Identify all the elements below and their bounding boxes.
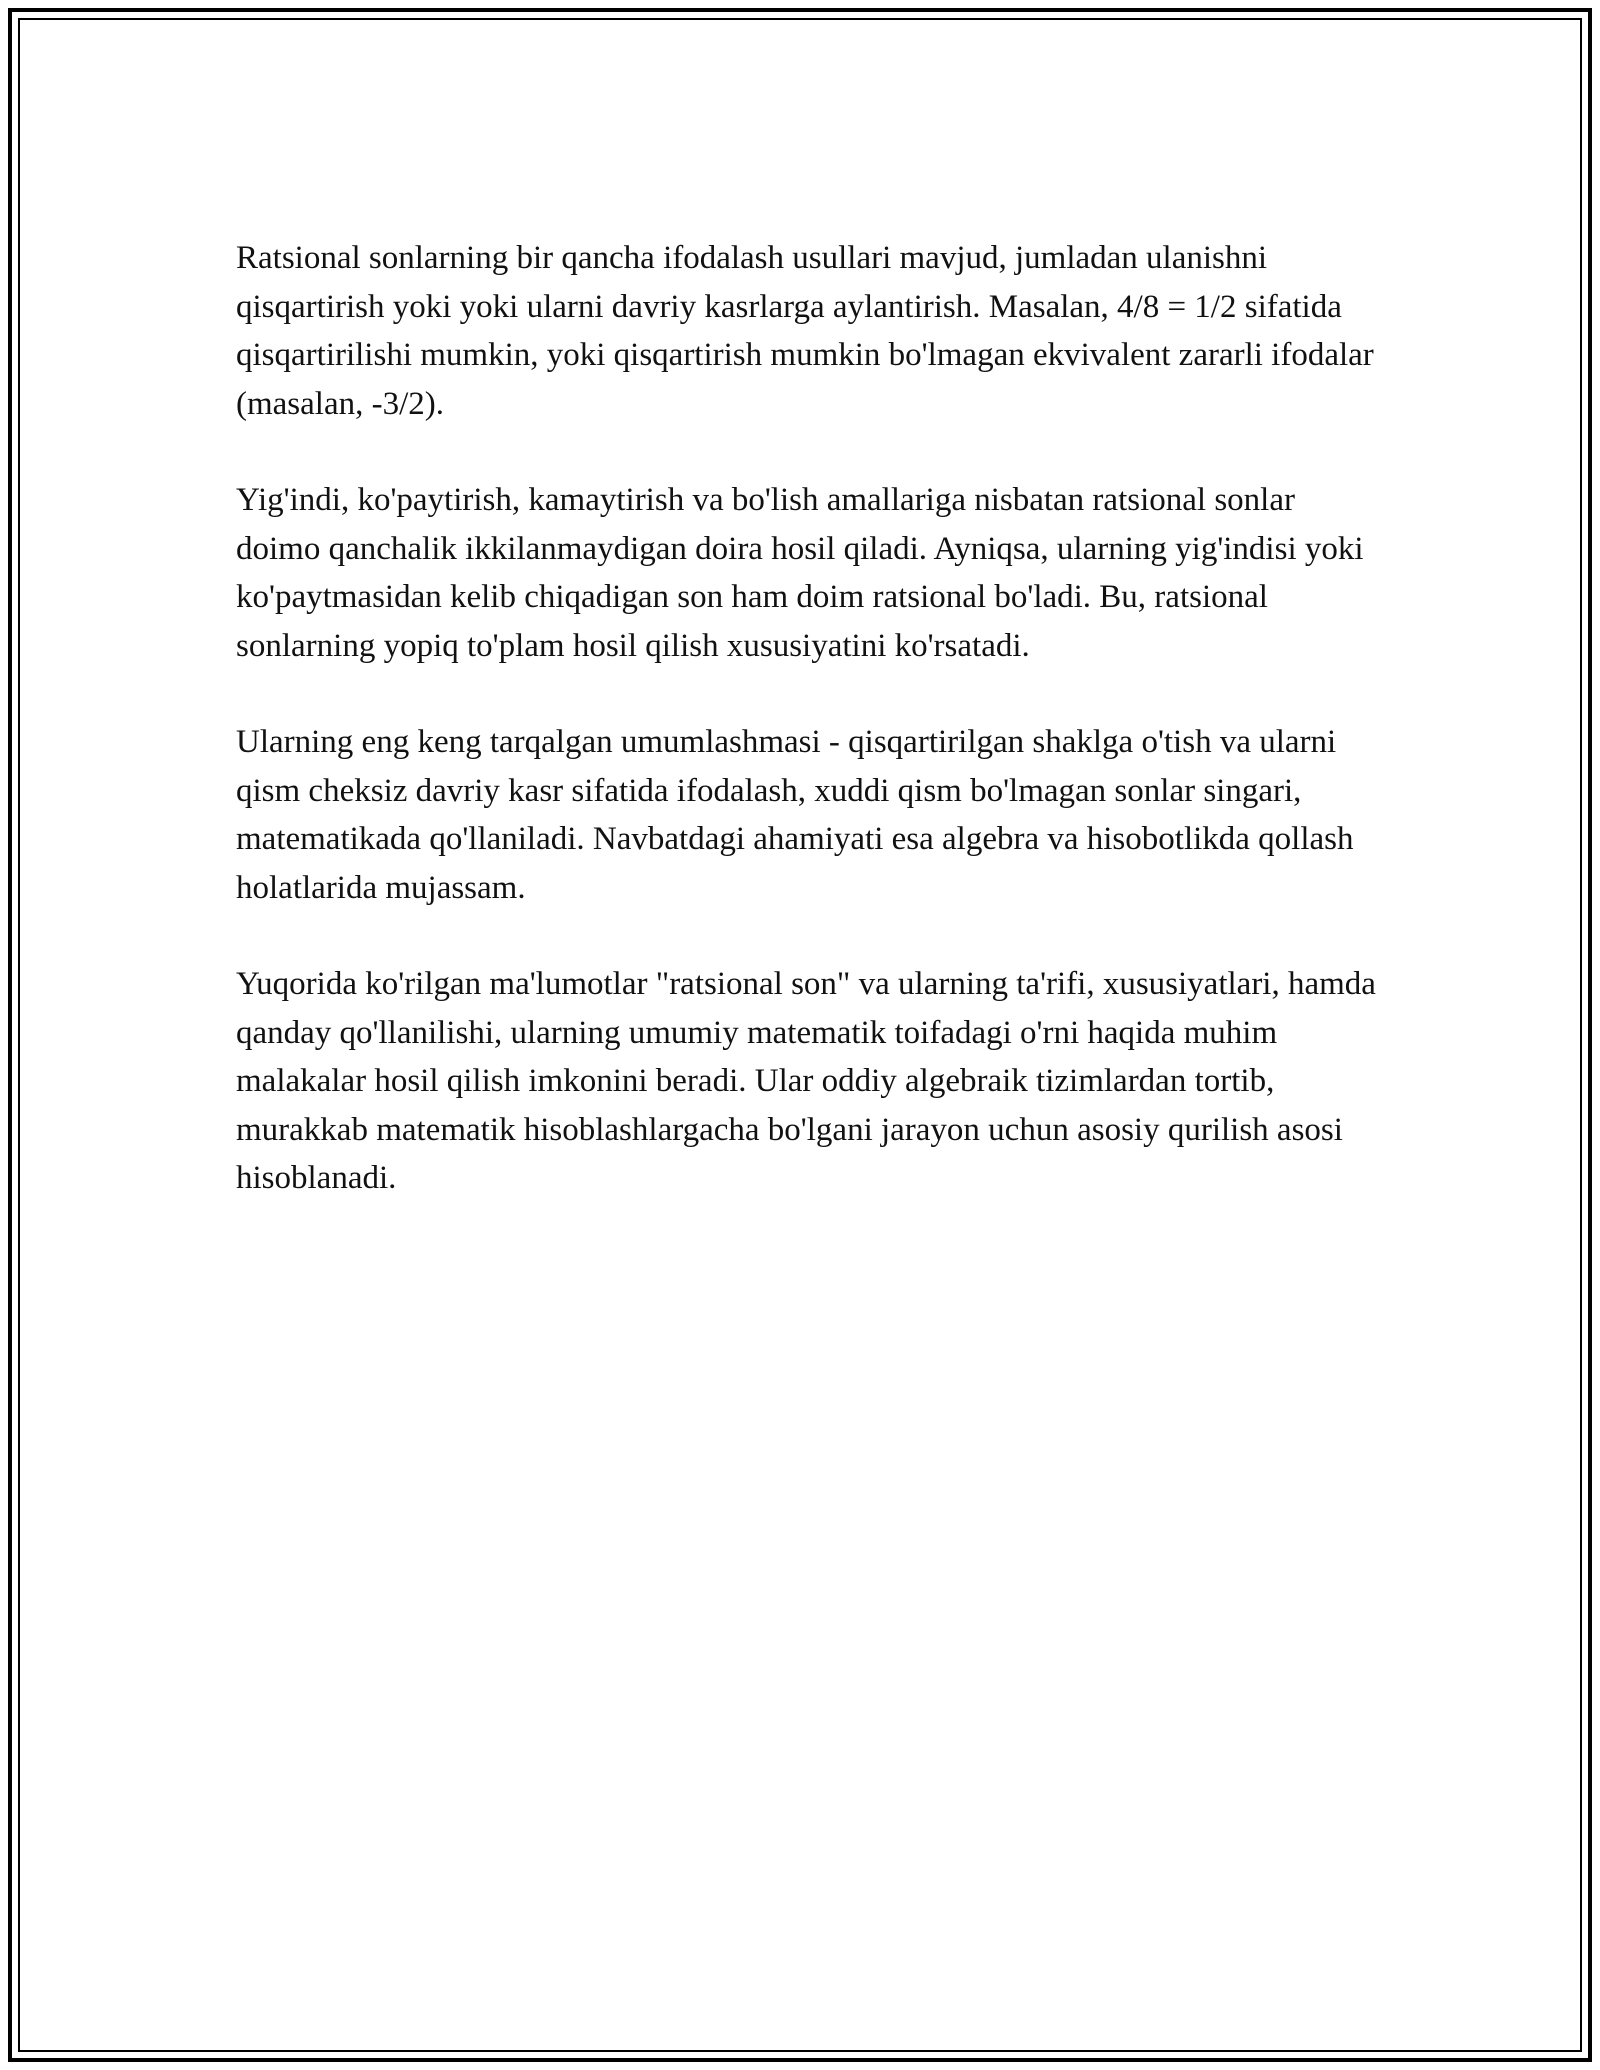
paragraph-1: Ratsional sonlarning bir qancha ifodalash usullari mavjud, jumladan ulanishni qisqartirish yoki yoki ularni davriy kasrlarga aylantirish. Masalan, 4/8 = 1/2 sifatida qisqartirilishi mumkin, yoki qisqartirish mumkin bo'lmagan ekvivalent zararli ifodalar (masalan, -3/2). <box>236 240 1374 422</box>
document-body <box>236 234 1376 1251</box>
paragraph-2: Yig'indi, ko'paytirish, kamaytirish va bo'lish amallariga nisbatan ratsional sonlar doimo qanchalik ikkilanmaydigan doira hosil qiladi. Ayniqsa, ularning yig'indisi yoki ko'paytmasidan kelib chiqadigan son ham doim ratsional bo'ladi. Bu, ratsional sonlarning yopiq to'plam hosil qilish xususiyatini ko'rsatadi. <box>236 482 1364 664</box>
paragraph-3: Ularning eng keng tarqalgan umumlashmasi - qisqartirilgan shaklga o'tish va ularni qism cheksiz davriy kasr sifatida ifodalash, xuddi qism bo'lmagan sonlar singari, matematikada qo'llaniladi. Navbatdagi ahamiyati esa algebra va hisobotlikda qollash holatlarida mujassam. <box>236 724 1354 906</box>
paragraph-4: Yuqorida ko'rilgan ma'lumotlar "ratsional son" va ularning ta'rifi, xususiyatlari, hamda qanday qo'llanilishi, ularning umumiy matematik toifadagi o'rni haqida muhim malakalar hosil qilish imkonini beradi. Ular oddiy algebraik tizimlardan tortib, murakkab matematik hisoblashlargacha bo'lgani jarayon uchun asosiy qurilish asosi hisoblanadi. <box>236 966 1376 1196</box>
